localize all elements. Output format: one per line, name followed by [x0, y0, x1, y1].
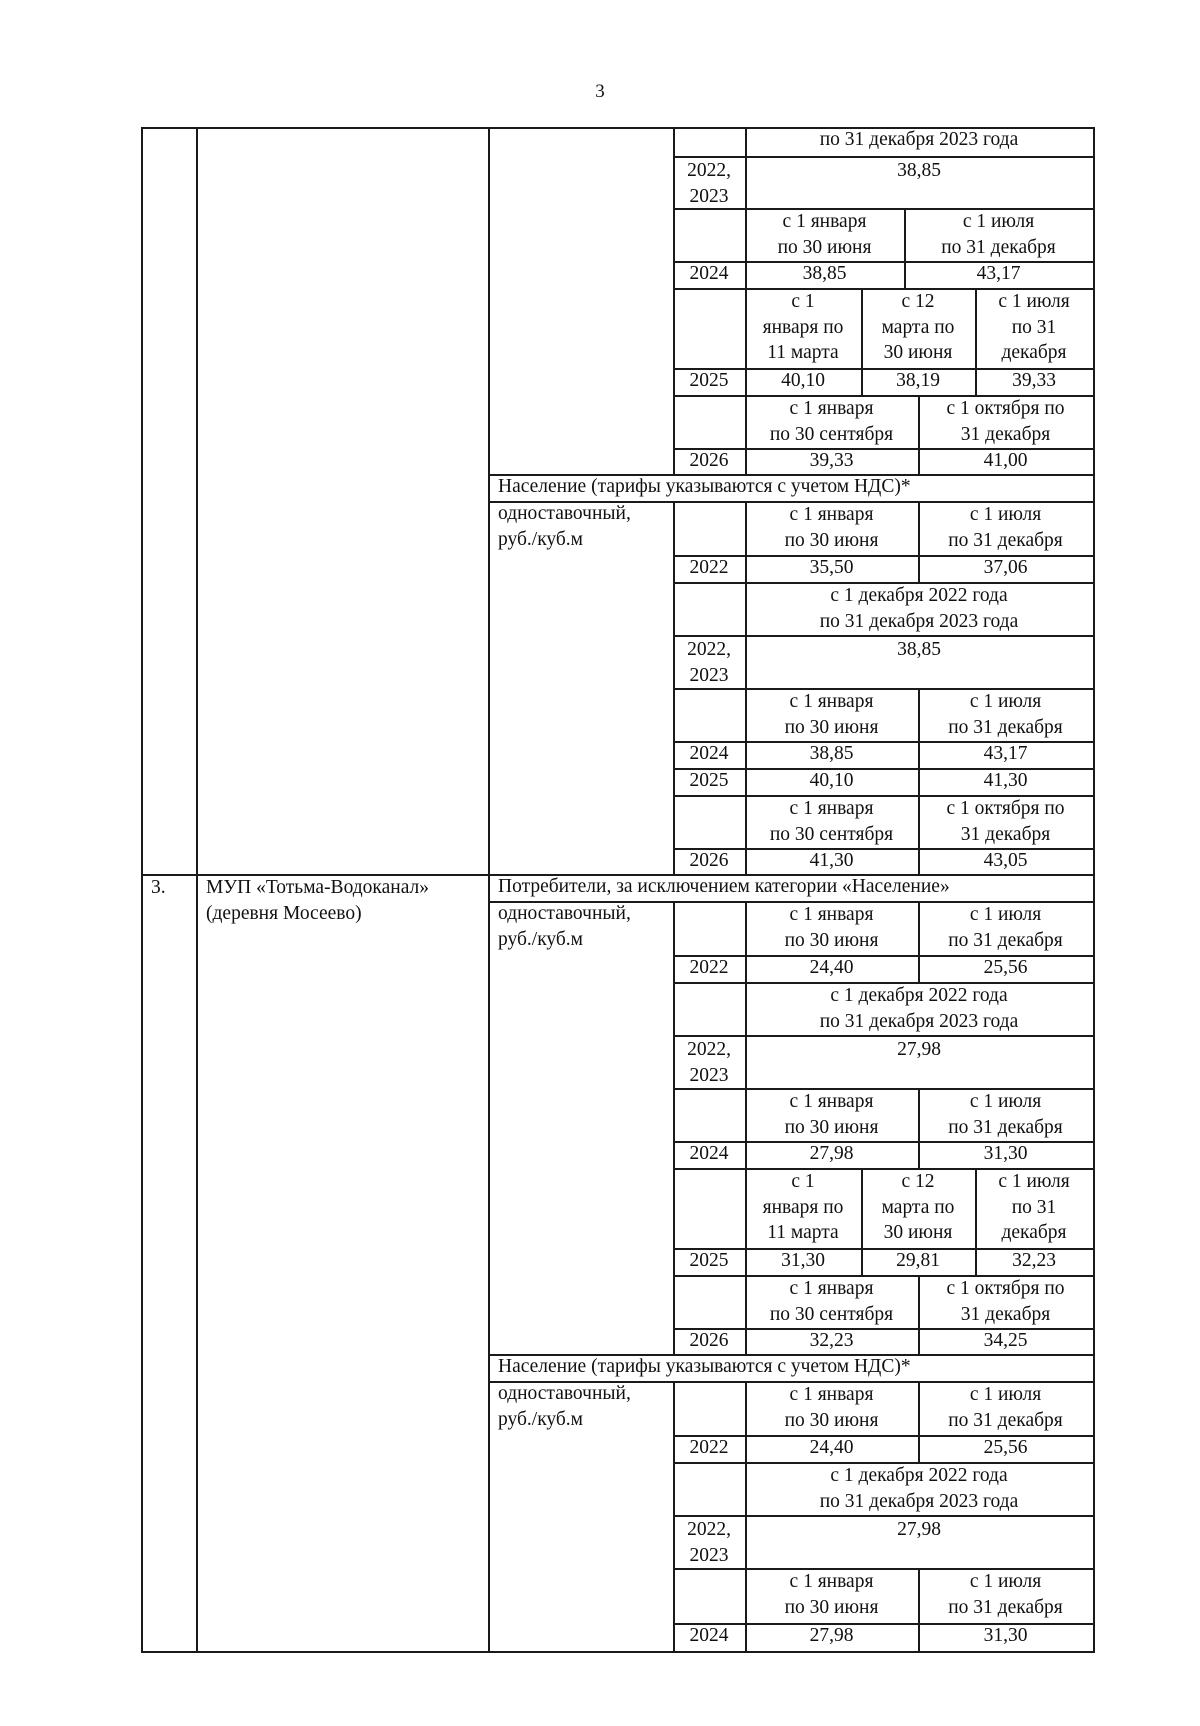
tariff-value — [745, 1141, 918, 1167]
table-rule — [673, 795, 675, 850]
cell-text: по 31 — [1011, 1196, 1057, 1218]
cell-text: по 31 декабря — [948, 1596, 1063, 1618]
category-header — [488, 1354, 1093, 1380]
year-cell — [673, 1141, 745, 1167]
cell-text: руб./куб.м — [498, 928, 584, 950]
period-header — [904, 209, 1093, 260]
period-header — [745, 209, 904, 260]
cell-text: с 1 января — [782, 211, 867, 232]
cell-text: с 1 января — [789, 798, 874, 819]
cell-text: по 31 декабря 2023 года — [819, 129, 1019, 150]
period-header — [918, 1382, 1093, 1433]
cell-text: с 1 января — [789, 398, 874, 419]
year-cell — [673, 1248, 745, 1274]
tariff-value — [745, 1517, 1093, 1543]
table-rule — [673, 1462, 675, 1517]
table-rule — [673, 1275, 675, 1330]
tariff-value — [745, 637, 1093, 663]
cell-text: с 1 — [791, 1171, 815, 1192]
organization-name — [196, 875, 488, 926]
period-header — [918, 396, 1093, 447]
cell-text: 43,05 — [983, 850, 1028, 871]
period-header — [745, 396, 918, 447]
cell-text: 2022 — [689, 957, 729, 978]
category-header — [488, 874, 1093, 900]
cell-text: 25,56 — [983, 957, 1028, 978]
cell-text: 31,30 — [983, 1143, 1028, 1164]
cell-text: 27,98 — [809, 1143, 854, 1164]
cell-text: по 30 сентября — [769, 823, 894, 845]
period-header — [918, 689, 1093, 740]
tariff-value — [861, 1248, 975, 1274]
cell-text: по 31 декабря — [948, 529, 1063, 551]
tariff-value — [918, 955, 1093, 981]
period-header — [861, 1169, 975, 1246]
cell-text: 2024 — [689, 263, 729, 284]
cell-text: по 30 сентября — [769, 1303, 894, 1325]
year-cell — [673, 261, 745, 287]
year-cell — [673, 158, 745, 209]
period-header — [745, 583, 1093, 634]
period-header — [745, 1276, 918, 1327]
cell-text: 39,33 — [1012, 370, 1056, 391]
tariff-value — [975, 368, 1093, 394]
table-rule — [673, 288, 675, 370]
tariff-value — [918, 1141, 1093, 1167]
tariff-value — [861, 368, 975, 394]
cell-text: по 31 декабря 2023 года — [819, 1010, 1019, 1032]
cell-text: с 1 июля — [998, 291, 1070, 312]
tariff-value — [745, 158, 1093, 184]
year-cell — [673, 848, 745, 874]
year-cell — [673, 637, 745, 688]
cell-text: 2023 — [689, 664, 729, 686]
cell-text: с 1 — [791, 291, 815, 312]
cell-text: 25,56 — [983, 1437, 1028, 1458]
cell-text: с 1 июля — [969, 691, 1042, 712]
period-header — [745, 983, 1093, 1034]
cell-text: 11 марта — [767, 1222, 839, 1243]
cell-text: 2022, — [687, 1519, 731, 1540]
cell-text: с 12 — [901, 1171, 935, 1192]
cell-text: 27,98 — [897, 1039, 941, 1060]
cell-text: 43,17 — [976, 263, 1021, 284]
tariff-value — [918, 1328, 1093, 1354]
cell-text: руб./куб.м — [498, 528, 584, 550]
cell-text: с 1 января — [789, 1384, 874, 1405]
cell-text: с 1 января — [789, 1278, 874, 1299]
tariff-value — [745, 261, 904, 287]
tariff-value — [904, 261, 1093, 287]
cell-text: с 1 января — [789, 691, 874, 712]
year-cell — [673, 768, 745, 794]
tariff-value — [745, 955, 918, 981]
cell-text: 31,30 — [983, 1625, 1028, 1646]
cell-text: одноставочный, — [498, 1383, 631, 1404]
cell-text: 3. — [151, 877, 166, 898]
cell-text: Население (тарифы указываются с учетом НДС)* — [498, 1356, 911, 1377]
cell-text: по 31 декабря 2023 года — [819, 610, 1019, 632]
period-header — [745, 289, 861, 366]
cell-text: 2023 — [689, 1064, 729, 1086]
table-rule — [673, 127, 675, 158]
cell-text: 2025 — [689, 770, 729, 791]
cell-text: руб./куб.м — [498, 1408, 584, 1430]
period-header — [745, 1463, 1093, 1514]
tariff-value — [745, 448, 918, 474]
cell-text: марта по — [881, 316, 955, 338]
cell-text: декабря — [1001, 342, 1067, 363]
cell-text: с 1 октября по — [946, 398, 1065, 419]
cell-text: с 1 января — [789, 1091, 874, 1112]
cell-text: 2026 — [689, 450, 729, 471]
tariff-value — [918, 768, 1093, 794]
cell-text: с 1 декабря 2022 года — [830, 585, 1008, 606]
tariff-value — [918, 1623, 1093, 1649]
tariff-value — [745, 1328, 918, 1354]
tariff-value — [745, 1248, 861, 1274]
cell-text: по 31 декабря — [948, 716, 1063, 738]
tariff-value — [745, 741, 918, 767]
period-header — [918, 796, 1093, 847]
tariff-type-label — [488, 501, 673, 552]
cell-text: 38,85 — [897, 639, 941, 660]
cell-text: с 1 июля — [969, 904, 1042, 925]
cell-text: по 30 июня — [784, 716, 879, 738]
cell-text: с 1 июля — [969, 1571, 1042, 1592]
table-rule — [673, 501, 675, 557]
cell-text: 2024 — [689, 1625, 729, 1646]
cell-text: 2023 — [689, 1544, 729, 1566]
cell-text: 39,33 — [809, 450, 854, 471]
period-header — [745, 502, 918, 553]
page-number: 3 — [595, 81, 605, 102]
cell-text: 31,30 — [781, 1250, 825, 1271]
cell-text: 2024 — [689, 743, 729, 764]
table-rule — [673, 1381, 675, 1437]
period-header — [918, 502, 1093, 553]
year-cell — [673, 741, 745, 767]
cell-text: по 30 июня — [784, 929, 879, 951]
cell-text: с 1 января — [789, 504, 874, 525]
table-rule — [673, 688, 675, 743]
cell-text: 2022 — [689, 1437, 729, 1458]
cell-text: с 1 июля — [969, 1384, 1042, 1405]
cell-text: 32,23 — [809, 1330, 854, 1351]
period-header — [918, 1089, 1093, 1140]
period-header — [745, 796, 918, 847]
year-cell — [673, 1517, 745, 1568]
cell-text: 38,85 — [802, 263, 847, 284]
cell-text: 43,17 — [983, 743, 1028, 764]
cell-text: по 30 июня — [777, 236, 872, 258]
cell-text: по 30 июня — [784, 1116, 879, 1138]
cell-text: 2026 — [689, 850, 729, 871]
table-right-border — [1093, 127, 1095, 1653]
cell-text: по 30 июня — [784, 1409, 879, 1431]
period-header — [918, 902, 1093, 953]
cell-text: 2022 — [689, 557, 729, 578]
table-rule — [673, 582, 675, 637]
tariff-type-label — [488, 1381, 673, 1432]
cell-text: 41,00 — [983, 450, 1028, 471]
table-rule — [673, 395, 675, 450]
cell-text: одноставочный, — [498, 903, 631, 924]
cell-text: с 1 декабря 2022 года — [830, 985, 1008, 1006]
period-header — [745, 1089, 918, 1140]
cell-text: 30 июня — [883, 342, 953, 363]
table-rule — [673, 208, 675, 263]
cell-text: с 1 октября по — [946, 1278, 1065, 1299]
tariff-value — [918, 448, 1093, 474]
tariff-value — [745, 848, 918, 874]
cell-text: 37,06 — [983, 557, 1028, 578]
cell-text: 24,40 — [809, 1437, 854, 1458]
year-cell — [673, 1037, 745, 1088]
cell-text: по 31 декабря — [941, 236, 1056, 258]
cell-text: по 31 декабря — [948, 1116, 1063, 1138]
cell-text: по 31 декабря — [948, 1409, 1063, 1431]
cell-text: 29,81 — [896, 1250, 940, 1271]
cell-text: 40,10 — [781, 370, 825, 391]
cell-text: 27,98 — [809, 1625, 854, 1646]
cell-text: 38,85 — [897, 160, 941, 181]
cell-text: 40,10 — [809, 770, 854, 791]
period-header — [745, 689, 918, 740]
cell-text: декабря — [1001, 1222, 1067, 1243]
period-header — [918, 1276, 1093, 1327]
period-header — [975, 289, 1093, 366]
period-header — [745, 902, 918, 953]
cell-text: 30 июня — [883, 1222, 953, 1243]
tariff-value — [745, 768, 918, 794]
table-bottom-border — [141, 1651, 1095, 1653]
cell-text: по 30 июня — [784, 529, 879, 551]
period-header — [745, 127, 1093, 153]
cell-text: с 1 июля — [969, 1091, 1042, 1112]
cell-text: с 1 октября по — [946, 798, 1065, 819]
cell-text: с 1 декабря 2022 года — [830, 1465, 1008, 1486]
tariff-value — [918, 555, 1093, 581]
cell-text: 2026 — [689, 1330, 729, 1351]
cell-text: МУП «Тотьма-Водоканал» — [206, 877, 430, 898]
row-number — [141, 875, 196, 901]
table-rule — [673, 1168, 675, 1250]
cell-text: по 31 — [1011, 316, 1057, 338]
cell-text: по 30 сентября — [769, 423, 894, 445]
cell-text: с 1 января — [789, 1571, 874, 1592]
table-rule — [673, 982, 675, 1037]
cell-text: 2022, — [687, 639, 731, 660]
year-cell — [673, 368, 745, 394]
year-cell — [673, 1435, 745, 1461]
cell-text: 31 декабря — [960, 1303, 1051, 1325]
cell-text: с 1 июля — [998, 1171, 1070, 1192]
cell-text: 2025 — [689, 370, 729, 391]
cell-text: по 30 июня — [784, 1596, 879, 1618]
category-header — [488, 474, 1093, 500]
period-header — [918, 1569, 1093, 1620]
tariff-value — [975, 1248, 1093, 1274]
cell-text: 41,30 — [983, 770, 1028, 791]
cell-text: 2023 — [689, 185, 729, 207]
year-cell — [673, 1623, 745, 1649]
table-rule — [673, 1088, 675, 1143]
cell-text: 24,40 — [809, 957, 854, 978]
cell-text: 2022, — [687, 160, 731, 181]
period-header — [975, 1169, 1093, 1246]
cell-text: 38,85 — [809, 743, 854, 764]
tariff-value — [745, 1037, 1093, 1063]
cell-text: Потребители, за исключением категории «Население» — [498, 876, 950, 897]
cell-text: января по — [762, 316, 844, 338]
year-cell — [673, 448, 745, 474]
tariff-value — [918, 848, 1093, 874]
cell-text: с 1 июля — [969, 504, 1042, 525]
cell-text: с 1 июля — [962, 211, 1035, 232]
period-header — [745, 1169, 861, 1246]
period-header — [861, 289, 975, 366]
cell-text: 41,30 — [809, 850, 854, 871]
cell-text: 27,98 — [897, 1519, 941, 1540]
cell-text: марта по — [881, 1196, 955, 1218]
tariff-type-label — [488, 901, 673, 952]
period-header — [745, 1569, 918, 1620]
cell-text: 11 марта — [767, 342, 839, 363]
cell-text: 32,23 — [1012, 1250, 1056, 1271]
cell-text: с 1 января — [789, 904, 874, 925]
cell-text: 2024 — [689, 1143, 729, 1164]
year-cell — [673, 955, 745, 981]
cell-text: одноставочный, — [498, 503, 631, 524]
cell-text: 38,19 — [896, 370, 940, 391]
tariff-value — [918, 741, 1093, 767]
cell-text: 2025 — [689, 1250, 729, 1271]
table-rule — [673, 901, 675, 957]
year-cell — [673, 1328, 745, 1354]
cell-text: (деревня Мосеево) — [206, 902, 362, 924]
cell-text: Население (тарифы указываются с учетом НДС)* — [498, 476, 911, 497]
cell-text: с 12 — [901, 291, 935, 312]
period-header — [745, 1382, 918, 1433]
tariff-value — [918, 1435, 1093, 1461]
table-rule — [673, 1568, 675, 1625]
cell-text: января по — [762, 1196, 844, 1218]
cell-text: 34,25 — [983, 1330, 1028, 1351]
cell-text: 2022, — [687, 1039, 731, 1060]
cell-text: 31 декабря — [960, 423, 1051, 445]
year-cell — [673, 555, 745, 581]
tariff-value — [745, 368, 861, 394]
cell-text: по 31 декабря 2023 года — [819, 1490, 1019, 1512]
cell-text: 31 декабря — [960, 823, 1051, 845]
tariff-value — [745, 1435, 918, 1461]
tariff-value — [745, 555, 918, 581]
cell-text: 35,50 — [809, 557, 854, 578]
cell-text: по 31 декабря — [948, 929, 1063, 951]
tariff-value — [745, 1623, 918, 1649]
